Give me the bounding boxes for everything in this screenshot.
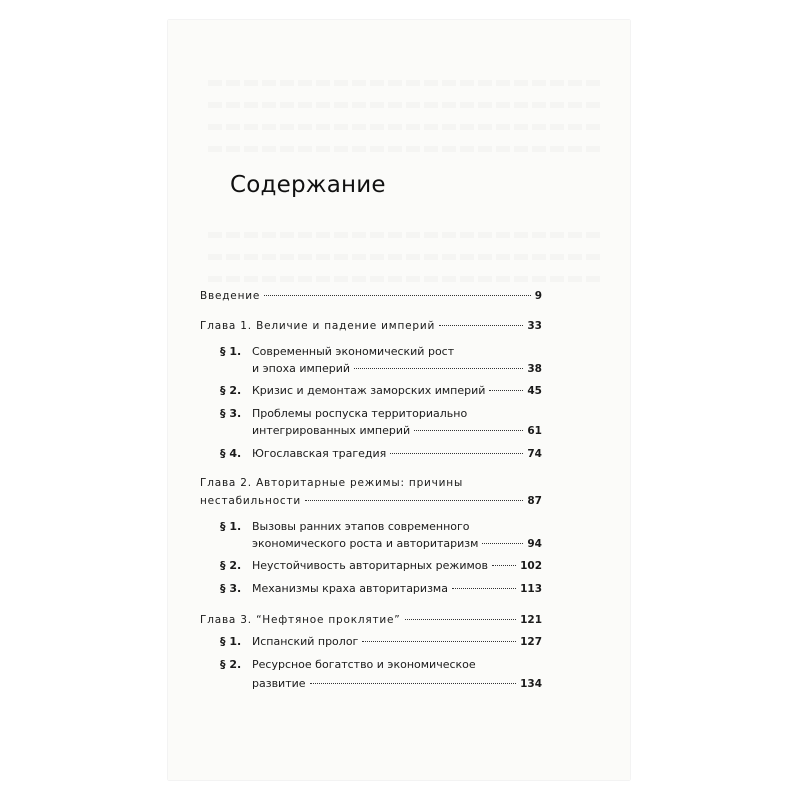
toc-entry-label-line2: экономического роста и авторитаризм	[252, 537, 479, 550]
bleed-through-text	[208, 102, 600, 108]
toc-entry-label: Неустойчивость авторитарных режимов	[252, 559, 489, 572]
toc-entry-label-line2: развитие	[252, 677, 306, 690]
dot-leader	[482, 533, 523, 544]
toc-entry-ch3-section-2	[200, 676, 542, 691]
dot-leader	[305, 490, 523, 501]
bleed-through-text	[208, 124, 600, 130]
toc-entry-ch1-section-4	[200, 446, 542, 461]
toc-page-number: 94	[527, 538, 542, 550]
toc-entry-ch2-section-1	[200, 536, 542, 551]
toc-entry-chapter-2	[200, 493, 542, 508]
toc-page-number: 127	[520, 636, 542, 648]
toc-section-marker: § 2.	[220, 559, 242, 572]
toc-page-number: 38	[527, 363, 542, 375]
toc-section-marker: § 3.	[220, 407, 242, 420]
dot-leader	[452, 578, 516, 589]
toc-entry-label: Введение	[200, 290, 261, 302]
toc-section-marker: § 2.	[220, 384, 242, 397]
toc-entry-label-line1: Ресурсное богатство и экономическое	[252, 658, 476, 671]
toc-page-number: 33	[527, 320, 542, 332]
toc-entry-label-line2: и эпоха империй	[252, 362, 351, 375]
toc-entry-label-line2: интегрированных империй	[252, 424, 411, 437]
toc-page-number: 61	[527, 425, 542, 437]
dot-leader	[354, 358, 523, 369]
toc-page-number: 87	[527, 495, 542, 507]
toc-entry-label: Механизмы краха авторитаризма	[252, 582, 448, 595]
dot-leader	[390, 443, 523, 454]
toc-entry-label-line1: Проблемы роспуска территориально	[252, 407, 468, 420]
toc-chapter-2-label-line1: Глава 2. Авторитарные режимы: причины	[200, 477, 464, 489]
dot-leader	[310, 673, 517, 684]
toc-entry-chapter-3	[200, 612, 542, 627]
toc-entry-label: Югославская трагедия	[252, 447, 387, 460]
toc-entry-label: Испанский пролог	[252, 635, 359, 648]
dot-leader	[264, 285, 531, 296]
bleed-through-text	[208, 232, 600, 238]
toc-section-marker: § 1.	[220, 635, 242, 648]
dot-leader	[439, 315, 523, 326]
toc-entry-ch2-section-2	[200, 558, 542, 573]
toc-entry-introduction	[200, 288, 542, 303]
toc-entry-chapter-1	[200, 318, 542, 333]
bleed-through-text	[208, 276, 600, 282]
dot-leader	[492, 555, 516, 566]
dot-leader	[414, 420, 523, 431]
toc-entry-ch2-section-3	[200, 581, 542, 596]
page-title: Содержание	[230, 172, 386, 198]
toc-entry-label: Глава 1. Величие и падение империй	[200, 320, 436, 332]
toc-entry-label-line1: Современный экономический рост	[252, 345, 455, 358]
toc-entry-ch1-section-2	[200, 383, 542, 398]
toc-page-number: 45	[527, 385, 542, 397]
toc-section-marker: § 2.	[220, 658, 242, 671]
toc-entry-label: Кризис и демонтаж заморских империй	[252, 384, 486, 397]
toc-entry-ch3-section-1	[200, 634, 542, 649]
bleed-through-text	[208, 254, 600, 260]
toc-entry-label-line2: нестабильности	[200, 495, 302, 507]
toc-section-marker: § 1.	[220, 520, 242, 533]
dot-leader	[405, 609, 517, 620]
toc-section-marker: § 4.	[220, 447, 242, 460]
toc-section-marker: § 1.	[220, 345, 242, 358]
toc-entry-label-line1: Вызовы ранних этапов современного	[252, 520, 470, 533]
toc-entry-ch1-section-1	[200, 361, 542, 376]
bleed-through-text	[208, 146, 600, 152]
toc-entry-label: Глава 3. “Нефтяное проклятие”	[200, 614, 401, 626]
dot-leader	[489, 380, 523, 391]
toc-page-number: 121	[520, 614, 542, 626]
bleed-through-text	[208, 80, 600, 86]
toc-page-number: 74	[527, 448, 542, 460]
toc-entry-ch1-section-3	[200, 423, 542, 438]
toc-section-marker: § 3.	[220, 582, 242, 595]
toc-page-number: 134	[520, 678, 542, 690]
toc-page-number: 102	[520, 560, 542, 572]
toc-page-number: 9	[534, 290, 542, 302]
toc-page-number: 113	[520, 583, 542, 595]
dot-leader	[362, 631, 516, 642]
